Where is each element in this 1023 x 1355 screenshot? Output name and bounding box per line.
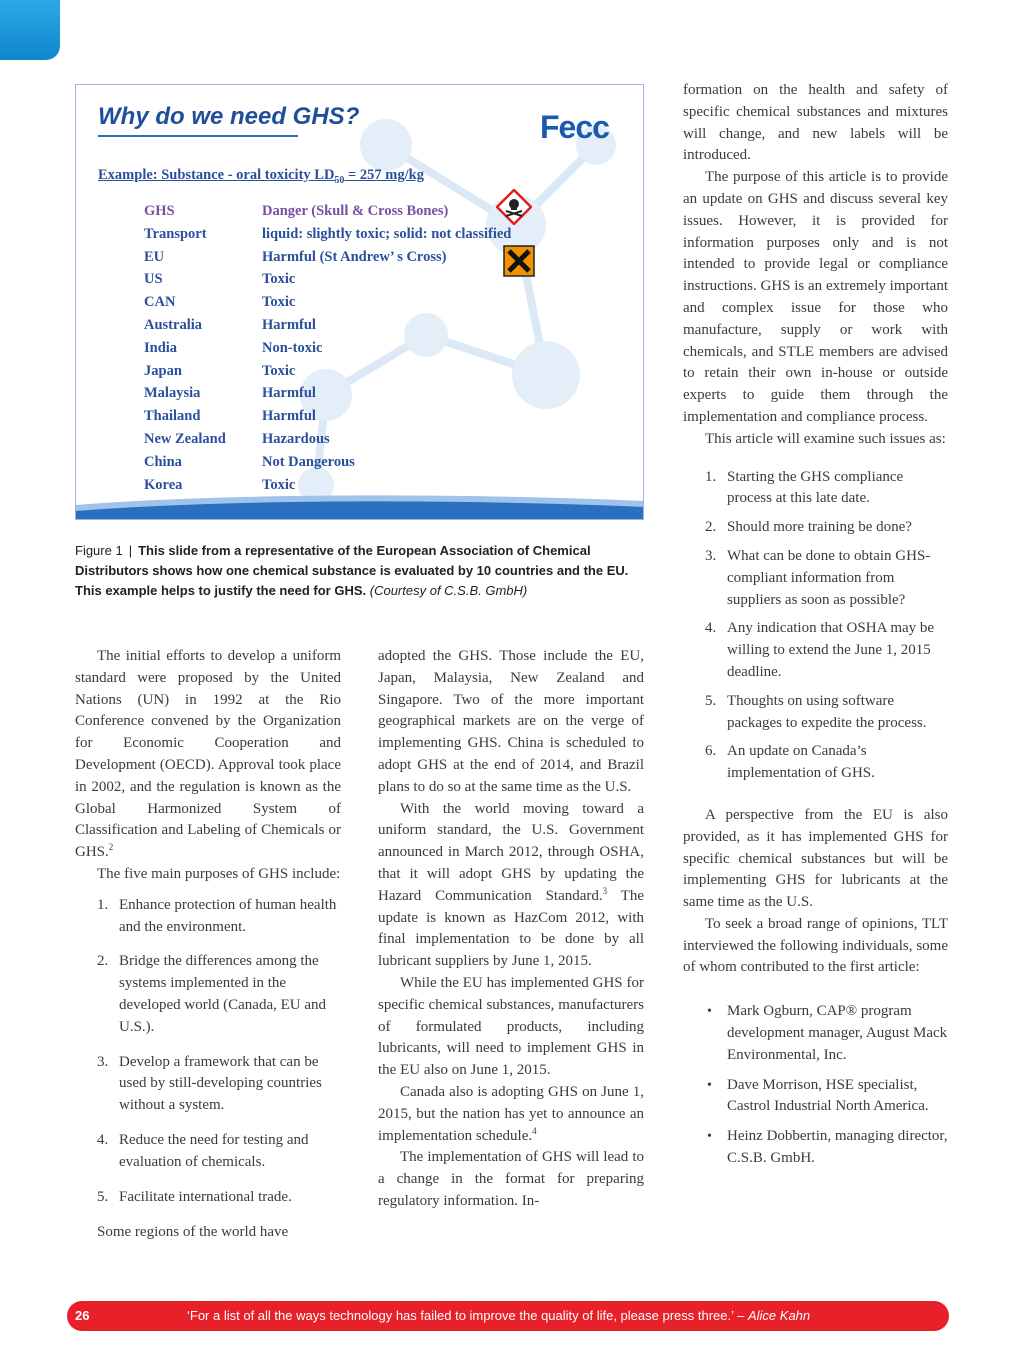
list-item [705, 618, 948, 683]
bullet-icon: • [707, 1129, 712, 1145]
list-item [705, 1126, 948, 1170]
table-row [76, 249, 636, 271]
list-text: Should more training be done? [727, 519, 912, 536]
table-row [76, 340, 636, 362]
list-item [97, 1052, 341, 1117]
row-classification: Toxic [262, 362, 296, 379]
list-number: 4. [705, 620, 717, 637]
slide-wave-footer [76, 476, 644, 519]
row-country: CAN [144, 294, 176, 311]
list-item [97, 1130, 341, 1174]
list-text: Develop a framework that can be used by still-developing countries without a system. [119, 1053, 322, 1114]
list-text: Starting the GHS compliance process at this late date. [727, 468, 904, 507]
paragraph: The purpose of this article is to provide an update on GHS and discuss several key issues. However, it is provided for information purposes only and is not intended to provide legal or compliance instructions. GHS is an extremely important and complex issue for those who manufacture, supply or work with chemicals, and STLE members are advised to retain their own in-house or outside experts to guide them through the implementation and compliance process. [683, 169, 948, 425]
list-text: Dave Morrison, HSE specialist, Castrol Industrial North America. [727, 1076, 929, 1115]
table-row [76, 408, 636, 430]
list-number: 3. [97, 1053, 109, 1070]
row-classification: Not Dangerous [262, 453, 355, 470]
skull-crossbones-icon [496, 189, 532, 225]
table-row [76, 271, 636, 293]
table-row [76, 454, 636, 476]
interviewees-list [683, 1001, 948, 1170]
list-text: Thoughts on using software packages to expedite the process. [727, 692, 927, 731]
page-number: 26 [75, 1308, 90, 1323]
row-country: EU [144, 248, 165, 265]
paragraph: To seek a broad range of opinions, TLT interviewed the following individuals, some of whom contributed to the first article: [683, 915, 948, 976]
row-country: Japan [144, 362, 182, 379]
row-country: Malaysia [144, 385, 201, 402]
slide-title: Why do we need GHS? [98, 103, 360, 130]
st-andrews-cross-icon [503, 245, 535, 277]
list-item [97, 951, 341, 1038]
figure-slide [75, 84, 644, 520]
list-number: 2. [705, 519, 717, 536]
figure-label: Figure 1 [75, 543, 123, 558]
list-text: Any indication that OSHA may be willing to extend the June 1, 2015 deadline. [727, 620, 935, 680]
caption-text: This slide from a representative of the European Association of Chemical Distributors shows how one chemical substance is evaluated by 10 countries and the EU. This example helps to justify the need for GHS. [75, 543, 629, 598]
list-text: Reduce the need for testing and evaluation of chemicals. [119, 1131, 309, 1170]
paragraph: The five main purposes of GHS include: [97, 865, 341, 882]
row-classification: liquid: slightly toxic; solid: not classified [262, 225, 512, 242]
paragraph: A perspective from the EU is also provided, as it has implemented GHS for specific chemical substances but will be implementing GHS for lubricants at the same time as the U.S. [683, 806, 948, 911]
paragraph: While the EU has implemented GHS for specific chemical substances, manufacturers of formulated products, including lubricants, will need to implement GHS in the EU also on June 1, 2015. [378, 974, 644, 1079]
list-item [97, 1187, 341, 1209]
list-item [705, 1001, 948, 1066]
list-text: Bridge the differences among the systems implemented in the developed world (Canada, EU and U.S.). [119, 953, 327, 1035]
paragraph: adopted the GHS. Those include the EU, Japan, Malaysia, New Zealand and Singapore. Two of the more important geographical markets are on the verge of implementing GHS. China is scheduled to adopt GHS at the end of 2014, and Brazil plans to do so at the same time as the U.S. [378, 648, 644, 795]
row-country: US [144, 271, 163, 288]
row-country: Thailand [144, 408, 201, 425]
list-number: 1. [97, 896, 109, 913]
row-classification: Toxic [262, 294, 296, 311]
list-item [705, 741, 948, 785]
table-row [76, 385, 636, 407]
row-classification: Hazardous [262, 431, 330, 447]
list-item [705, 546, 948, 611]
row-classification: Toxic [262, 271, 296, 288]
figure-caption [75, 541, 647, 601]
corner-tab [0, 0, 60, 60]
row-classification: Toxic [262, 476, 296, 493]
title-underline [98, 135, 298, 137]
list-item [705, 1075, 948, 1119]
row-country: GHS [144, 203, 175, 219]
table-row [76, 226, 636, 248]
list-text: Mark Ogburn, CAP® program development manager, August Mack Environmental, Inc. [727, 1003, 948, 1063]
column-3 [683, 80, 948, 1170]
list-text: What can be done to obtain GHS-compliant information from suppliers as soon as possible? [727, 547, 931, 608]
table-row [76, 294, 636, 316]
row-classification: Non-toxic [262, 339, 323, 356]
paragraph: This article will examine such issues as: [705, 430, 946, 447]
issues-list [683, 467, 948, 785]
row-country: China [144, 453, 182, 470]
example-line: Example: Substance - oral toxicity $LD_{50} = 257$ mg/kg [98, 167, 424, 186]
list-number: 1. [705, 468, 717, 485]
row-classification: Harmful (St Andrew’ s Cross) [262, 248, 447, 265]
list-text: An update on Canada’s implementation of GHS. [727, 743, 875, 782]
table-row [76, 431, 636, 453]
row-country: New Zealand [144, 431, 226, 447]
list-text: Heinz Dobbertin, managing director, C.S.B. GmbH. [727, 1128, 948, 1167]
paragraph: The implementation of GHS will lead to a change in the format for preparing regulatory information. In- [378, 1149, 644, 1209]
footer-quote: ‘For a list of all the ways technology has failed to improve the quality of life, please press three.’ – Alice Kahn [187, 1308, 811, 1323]
list-number: 5. [705, 692, 717, 709]
row-classification: Danger (Skull & Cross Bones) [262, 203, 449, 219]
list-item [705, 517, 948, 539]
list-number: 5. [97, 1188, 109, 1205]
list-number: 6. [705, 743, 717, 760]
bullet-icon: • [707, 1077, 712, 1093]
row-country: Australia [144, 317, 202, 333]
list-text: Facilitate international trade. [119, 1188, 292, 1205]
caption-separator: | [128, 543, 133, 558]
paragraph: Canada also is adopting GHS on June 1, 2015, but the nation has yet to announce an implementation schedule.$^4$ [378, 1083, 644, 1144]
table-row [76, 363, 636, 385]
list-number: 3. [705, 547, 717, 564]
paragraph: With the world moving toward a uniform standard, the U.S. Government announced in March 2012, through OSHA, that it will adopt GHS by updating the Hazard Communication Standard.$^3$ The update is known as HazCom 2012, with final implementation to be done by all lubricant suppliers by June 1, 2015. [378, 800, 644, 970]
purposes-list [75, 895, 341, 1209]
column-2 [378, 646, 644, 1213]
row-classification: Harmful [262, 385, 316, 402]
row-country: India [144, 339, 178, 356]
table-row [76, 317, 636, 339]
list-item [705, 691, 948, 735]
paragraph: formation on the health and safety of specific chemical substances and mixtures will change, and new labels will be introduced. [683, 82, 948, 164]
table-row [76, 203, 636, 225]
list-number: 4. [97, 1131, 109, 1148]
list-item [97, 895, 341, 939]
page-footer [67, 1301, 949, 1331]
fecc-logo: Fecc [540, 109, 609, 145]
paragraph: The initial efforts to develop a uniform standard were proposed by the United Nations (UN) in 1992 at the Rio Conference convened by the Organization for Economic Cooperation and Development (OECD). Approval took place in 2002, and the regulation is known as the Global Harmonized System of Classification and Labeling of Chemicals or GHS.$^2$ [75, 648, 341, 861]
row-country: Transport [144, 225, 207, 242]
bullet-icon: • [707, 1004, 712, 1020]
paragraph: Some regions of the world have [97, 1224, 289, 1241]
row-classification: Harmful [262, 408, 316, 425]
column-1 [75, 646, 341, 1244]
list-text: Enhance protection of human health and the environment. [119, 896, 337, 935]
row-classification: Harmful [262, 317, 316, 333]
list-item [705, 467, 948, 511]
list-number: 2. [97, 953, 109, 970]
row-country: Korea [144, 476, 183, 493]
caption-credit: (Courtesy of C.S.B. GmbH) [369, 583, 528, 598]
